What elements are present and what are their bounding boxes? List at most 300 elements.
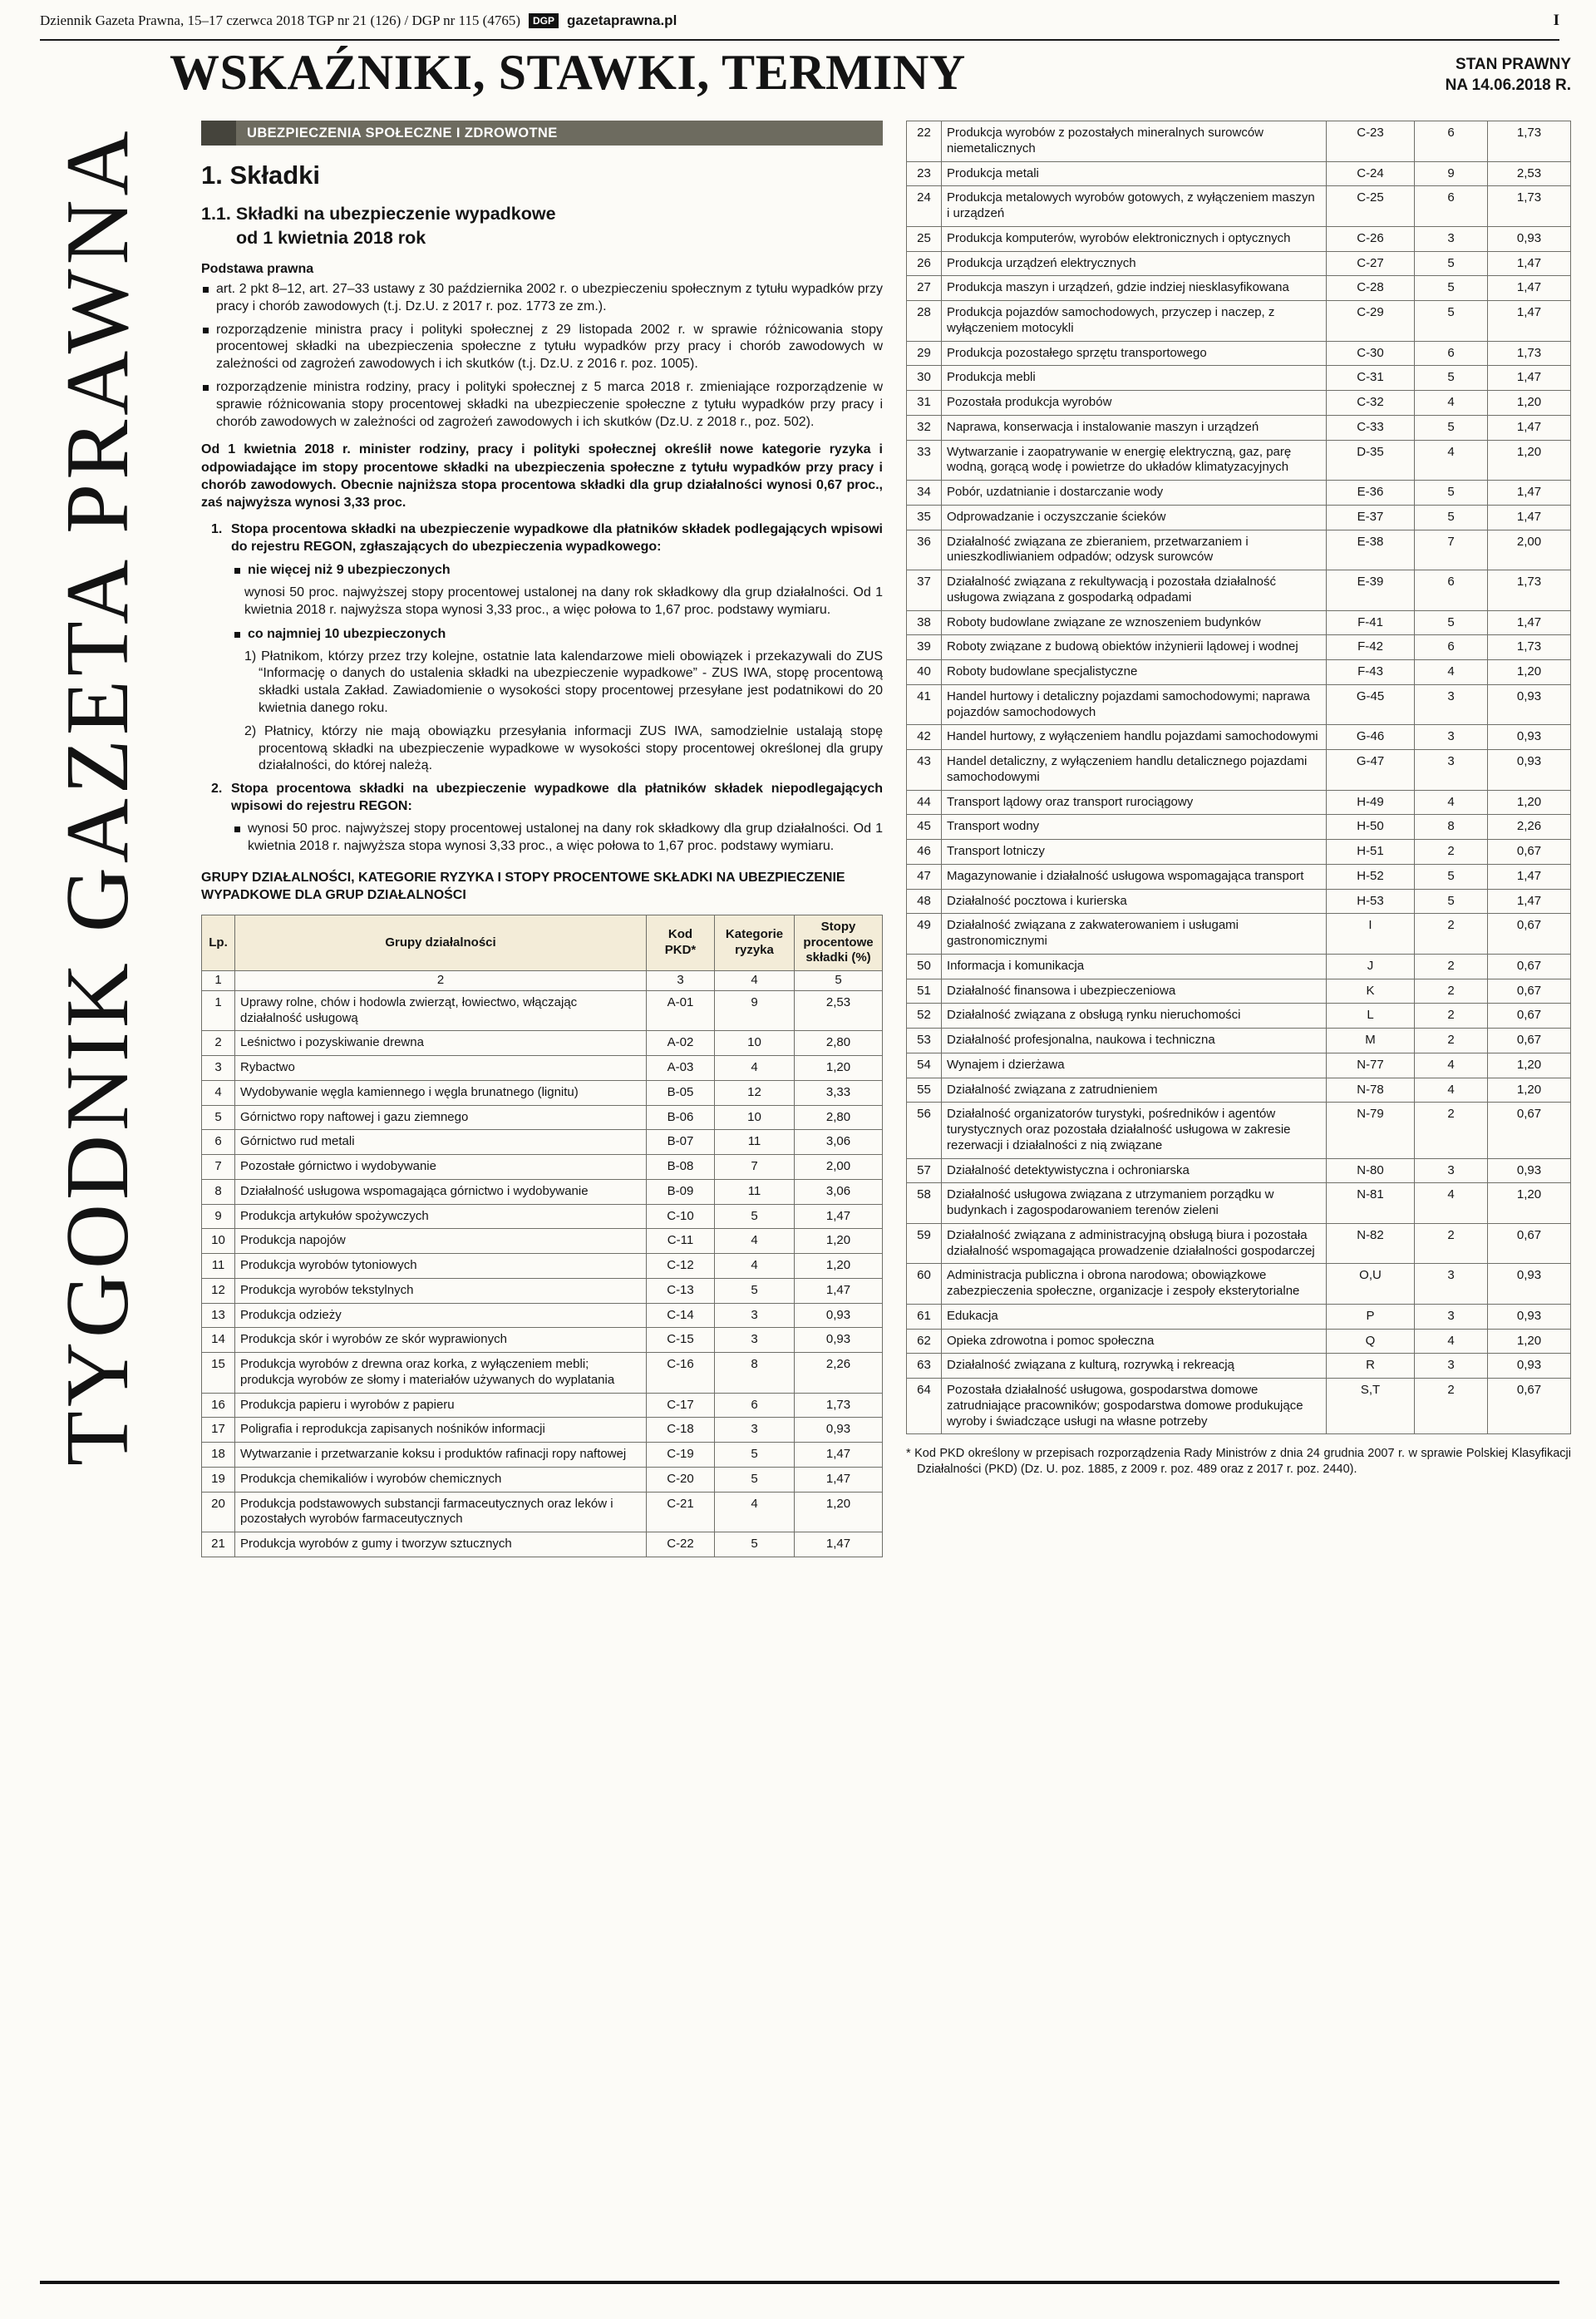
pkd-code: E-36: [1327, 481, 1415, 506]
rate-percent: 1,47: [795, 1443, 883, 1468]
rate-percent: 3,33: [795, 1080, 883, 1105]
pkd-code: R: [1327, 1354, 1415, 1379]
rate-percent: 1,47: [795, 1467, 883, 1492]
activity-group: Działalność usługowa wspomagająca górnictwo i wydobywanie: [235, 1179, 647, 1204]
pkd-code: C-21: [647, 1492, 715, 1532]
pkd-code: C-14: [647, 1303, 715, 1328]
activity-group: Handel detaliczny, z wyłączeniem handlu detalicznego pojazdami samochodowymi: [942, 750, 1327, 791]
table-row: [907, 1223, 1571, 1264]
row-number: 23: [907, 161, 942, 186]
activity-group: Rybactwo: [235, 1056, 647, 1081]
activity-group: Roboty budowlane specjalistyczne: [942, 660, 1327, 685]
risk-category: 3: [1415, 1304, 1488, 1329]
section-header-bar: [201, 121, 883, 146]
risk-category: 4: [1415, 1183, 1488, 1224]
activity-group: Produkcja urządzeń elektrycznych: [942, 251, 1327, 276]
pkd-code: C-25: [1327, 186, 1415, 227]
risk-category: 4: [1415, 1078, 1488, 1103]
risk-category: 4: [715, 1254, 795, 1279]
row-number: 47: [907, 864, 942, 889]
pkd-code: N-81: [1327, 1183, 1415, 1224]
activity-group: Produkcja mebli: [942, 366, 1327, 391]
masthead-left: [40, 12, 1554, 29]
risk-category: 5: [715, 1278, 795, 1303]
risk-category: 2: [1415, 1223, 1488, 1264]
rate-percent: 0,67: [1488, 1029, 1571, 1053]
rate-percent: 1,47: [1488, 251, 1571, 276]
pkd-code: P: [1327, 1304, 1415, 1329]
activity-group: Informacja i komunikacja: [942, 954, 1327, 979]
vertical-banner: TYGODNIK GAZETA PRAWNA: [48, 126, 147, 1466]
activity-group: Produkcja chemikaliów i wyrobów chemicznych: [235, 1467, 647, 1492]
legal-basis-text: rozporządzenie ministra rodziny, pracy i polityki społecznej z 5 marca 2018 r. zmieniające rozporządzenie w sprawie różnicowania stopy procentowej składki na ubezpieczenie społeczne z tytułu wypadków przy pracy i chorób zawodowych w zależności od zagrożeń zawodowych i ich skutków (Dz.U. z 2018 r., poz. 502).: [216, 380, 883, 429]
pkd-code: C-10: [647, 1204, 715, 1229]
rate-percent: 0,93: [1488, 1354, 1571, 1379]
col-num: 5: [795, 971, 883, 991]
activity-group: Pobór, uzdatnianie i dostarczanie wody: [942, 481, 1327, 506]
activity-group: Produkcja napojów: [235, 1229, 647, 1254]
rate-percent: 1,20: [1488, 1329, 1571, 1354]
rate-percent: 1,20: [1488, 660, 1571, 685]
pkd-code: Q: [1327, 1329, 1415, 1354]
row-number: 54: [907, 1053, 942, 1078]
activity-group: Produkcja wyrobów tekstylnych: [235, 1278, 647, 1303]
table-row: [202, 1179, 883, 1204]
pkd-code: C-29: [1327, 301, 1415, 342]
rate-percent: 0,93: [1488, 684, 1571, 725]
pkd-code: N-82: [1327, 1223, 1415, 1264]
rate-percent: 2,53: [1488, 161, 1571, 186]
rate-percent: 1,47: [1488, 415, 1571, 440]
risk-category: 8: [715, 1353, 795, 1394]
pkd-code: H-53: [1327, 889, 1415, 914]
bullet-square-icon: [234, 568, 240, 574]
activity-group: Uprawy rolne, chów i hodowla zwierząt, łowiectwo, włączając działalność usługową: [235, 990, 647, 1031]
row-number: 48: [907, 889, 942, 914]
risk-category: 4: [1415, 440, 1488, 481]
pkd-code: I: [1327, 914, 1415, 955]
bullet-square-icon: [234, 826, 240, 832]
risk-category: 6: [1415, 341, 1488, 366]
pkd-code: G-46: [1327, 725, 1415, 750]
row-number: 3: [202, 1056, 235, 1081]
table-row: [907, 1379, 1571, 1434]
heading-1-1-line1: 1.1. Składki na ubezpieczenie wypadkowe: [201, 204, 556, 224]
activity-group: Magazynowanie i działalność usługowa wspomagająca transport: [942, 864, 1327, 889]
legal-basis-text: art. 2 pkt 8–12, art. 27–33 ustawy z 30 października 2002 r. o ubezpieczeniu społecznym z tytułu wypadków przy pracy i chorób zawodowych (t.j. Dz.U. z 2017 r. poz. 1773 ze zm.).: [216, 282, 883, 313]
risk-category: 7: [715, 1155, 795, 1180]
rate-percent: 1,47: [1488, 301, 1571, 342]
table-row: [907, 1304, 1571, 1329]
activity-group: Działalność związana z obsługą rynku nieruchomości: [942, 1004, 1327, 1029]
activity-group: Handel hurtowy i detaliczny pojazdami samochodowymi; naprawa pojazdów samochodowych: [942, 684, 1327, 725]
activity-group: Produkcja pozostałego sprzętu transportowego: [942, 341, 1327, 366]
row-number: 52: [907, 1004, 942, 1029]
risk-category: 6: [1415, 570, 1488, 611]
heading-1-1: [201, 202, 883, 250]
risk-category: 4: [715, 1492, 795, 1532]
rate-percent: 0,67: [1488, 914, 1571, 955]
row-number: 63: [907, 1354, 942, 1379]
activity-group: Administracja publiczna i obrona narodowa; obowiązkowe zabezpieczenia społeczne, organizacje i zespoły eksterytorialne: [942, 1264, 1327, 1305]
risk-category: 4: [715, 1229, 795, 1254]
table-row: [202, 1467, 883, 1492]
row-number: 18: [202, 1443, 235, 1468]
masthead-issue-line: Dziennik Gazeta Prawna, 15–17 czerwca 2018 TGP nr 21 (126) / DGP nr 115 (4765): [40, 12, 521, 28]
rate-percent: 0,93: [1488, 226, 1571, 251]
rate-percent: 0,93: [1488, 1304, 1571, 1329]
risk-category: 5: [1415, 301, 1488, 342]
row-number: 61: [907, 1304, 942, 1329]
row-number: 8: [202, 1179, 235, 1204]
activity-group: Działalność finansowa i ubezpieczeniowa: [942, 979, 1327, 1004]
activity-group: Górnictwo ropy naftowej i gazu ziemnego: [235, 1105, 647, 1130]
legal-basis-title: Podstawa prawna: [201, 262, 314, 277]
pkd-code: H-49: [1327, 790, 1415, 815]
risk-category: 11: [715, 1130, 795, 1155]
pkd-code: C-23: [1327, 121, 1415, 162]
heading-1-1-line2: od 1 kwietnia 2018 rok: [236, 228, 426, 249]
row-number: 46: [907, 840, 942, 865]
risk-category: 2: [1415, 914, 1488, 955]
activity-group: Produkcja papieru i wyrobów z papieru: [235, 1393, 647, 1418]
activity-group: Produkcja wyrobów tytoniowych: [235, 1254, 647, 1279]
rate-percent: 0,93: [795, 1328, 883, 1353]
pkd-code: N-77: [1327, 1053, 1415, 1078]
table-row: [907, 251, 1571, 276]
risk-category: 6: [1415, 635, 1488, 660]
row-number: 15: [202, 1353, 235, 1394]
row-number: 16: [202, 1393, 235, 1418]
rate-percent: 2,00: [1488, 530, 1571, 570]
row-number: 25: [907, 226, 942, 251]
table-row: [202, 1303, 883, 1328]
activity-group: Naprawa, konserwacja i instalowanie maszyn i urządzeń: [942, 415, 1327, 440]
risk-category: 2: [1415, 1379, 1488, 1434]
rate-percent: 1,47: [795, 1204, 883, 1229]
table-row: [202, 1418, 883, 1443]
left-column: [201, 121, 883, 1557]
pkd-code: C-20: [647, 1467, 715, 1492]
pkd-code: C-32: [1327, 391, 1415, 416]
legal-basis-item: [201, 322, 883, 373]
pkd-code: A-02: [647, 1031, 715, 1056]
table-row: [907, 301, 1571, 342]
row-number: 34: [907, 481, 942, 506]
table-row: [907, 440, 1571, 481]
rate-percent: 1,20: [795, 1254, 883, 1279]
risk-category: 5: [1415, 505, 1488, 530]
row-number: 40: [907, 660, 942, 685]
activity-group: Działalność usługowa związana z utrzymaniem porządku w budynkach i zagospodarowaniem terenów zieleni: [942, 1183, 1327, 1224]
col-header-lp: Lp.: [202, 915, 235, 970]
legal-basis-item: [201, 379, 883, 431]
pkd-code: D-35: [1327, 440, 1415, 481]
pkd-code: J: [1327, 954, 1415, 979]
sub-bullet-max9: [233, 562, 883, 580]
risk-category: 10: [715, 1105, 795, 1130]
rate-percent: 1,47: [1488, 610, 1571, 635]
risk-category: 3: [1415, 1354, 1488, 1379]
point2-bullet: [233, 821, 883, 856]
pkd-code: E-37: [1327, 505, 1415, 530]
table-row: [202, 1254, 883, 1279]
activity-group: Pozostała działalność usługowa, gospodarstwa domowe zatrudniające pracowników; gospodarstwa domowe produkujące wyroby i świadczące usługi na własne potrzeby: [942, 1379, 1327, 1434]
pkd-code: N-80: [1327, 1158, 1415, 1183]
table-row: [907, 725, 1571, 750]
rate-percent: 1,20: [1488, 1053, 1571, 1078]
paren-item-2: 2) Płatnicy, którzy nie mają obowiązku przesyłania informacji ZUS IWA, samodzielnie ustalają stopę procentową składki na ubezpieczenie wypadkowe w wysokości stopy procentowej określonej dla grupy działalności, do której należą.: [244, 723, 883, 773]
risk-category: 3: [715, 1328, 795, 1353]
table-row: [202, 1532, 883, 1557]
rate-percent: 1,47: [1488, 366, 1571, 391]
rate-percent: 0,67: [1488, 840, 1571, 865]
rate-percent: 2,80: [795, 1105, 883, 1130]
page-number: I: [1553, 12, 1559, 29]
rate-percent: 1,20: [795, 1229, 883, 1254]
risk-category: 3: [715, 1303, 795, 1328]
main-content: [166, 47, 1571, 1557]
activity-group: Produkcja artykułów spożywczych: [235, 1204, 647, 1229]
row-number: 22: [907, 121, 942, 162]
col-num: 3: [647, 971, 715, 991]
rate-percent: 2,26: [795, 1353, 883, 1394]
activity-group: Opieka zdrowotna i pomoc społeczna: [942, 1329, 1327, 1354]
rate-percent: 1,73: [1488, 341, 1571, 366]
heading-skladki: 1. Składki: [201, 160, 321, 190]
row-number: 35: [907, 505, 942, 530]
numbered-point-1: [211, 521, 883, 556]
table-row: [202, 1393, 883, 1418]
table-row: [907, 1158, 1571, 1183]
pkd-code: M: [1327, 1029, 1415, 1053]
pkd-code: C-11: [647, 1229, 715, 1254]
activity-group: Handel hurtowy, z wyłączeniem handlu pojazdami samochodowymi: [942, 725, 1327, 750]
right-column: [906, 121, 1571, 1557]
activity-group: Działalność profesjonalna, naukowa i techniczna: [942, 1029, 1327, 1053]
dgp-logo: DGP: [529, 13, 559, 28]
paren-item-1: 1) Płatnikom, którzy przez trzy kolejne, ostatnie lata kalendarzowe mieli obowiązek i przekazywali do ZUS “Informację o danych do ustalenia składki na ubezpieczenie wypadkowe” - ZUS IWA, stopę procentową składki ustala Zakład. Zawiadomienie o wysokości stopy procentowej przesyłane jest podatnikowi do 20 kwietnia danego roku.: [244, 649, 883, 716]
risk-category: 5: [1415, 481, 1488, 506]
table-row: [202, 1492, 883, 1532]
table-row: [907, 979, 1571, 1004]
table-row: [907, 750, 1571, 791]
col-num: 4: [715, 971, 795, 991]
rate-percent: 2,00: [795, 1155, 883, 1180]
rate-percent: 0,93: [795, 1303, 883, 1328]
risk-category: 3: [1415, 725, 1488, 750]
point-number: 1.: [211, 521, 223, 536]
col-num: 1: [202, 971, 235, 991]
table-row: [202, 990, 883, 1031]
legal-basis-text: rozporządzenie ministra pracy i polityki społecznej z 29 listopada 2002 r. w sprawie różnicowania stopy procentowej składki na ubezpieczenia społeczne z tytułu wypadków przy pracy i chorób zawodowych w zależności od zagrożeń zawodowych i ich skutków (t.j. Dz.U. z 2016 r. poz. 1005).: [216, 322, 883, 372]
risk-category: 6: [1415, 186, 1488, 227]
row-number: 53: [907, 1029, 942, 1053]
risk-category: 4: [715, 1056, 795, 1081]
risk-category: 3: [1415, 684, 1488, 725]
risk-category: 9: [715, 990, 795, 1031]
pkd-code: C-15: [647, 1328, 715, 1353]
pkd-code: A-03: [647, 1056, 715, 1081]
row-number: 14: [202, 1328, 235, 1353]
table-row: [907, 121, 1571, 162]
activity-group: Działalność związana z rekultywacją i pozostała działalność usługowa związana z gospodarką odpadami: [942, 570, 1327, 611]
pkd-footnote: * Kod PKD określony w przepisach rozporządzenia Rady Ministrów z dnia 24 grudnia 2007 r. w sprawie Polskiej Klasyfikacji Działalności (PKD) (Dz. U. poz. 1885, z 2009 r. poz. 489 oraz z 2017 r. poz. 2440).: [906, 1447, 1571, 1477]
table-row: [907, 1354, 1571, 1379]
table-row: [907, 1004, 1571, 1029]
risk-category: 8: [1415, 815, 1488, 840]
risk-category: 2: [1415, 1103, 1488, 1158]
table-row: [907, 1183, 1571, 1224]
risk-category: 2: [1415, 1004, 1488, 1029]
table-row: [202, 1130, 883, 1155]
column-number-row: [202, 971, 883, 991]
risk-category: 5: [1415, 251, 1488, 276]
risk-category: 2: [1415, 840, 1488, 865]
table-row: [907, 226, 1571, 251]
pkd-code: C-22: [647, 1532, 715, 1557]
table-row: [907, 1029, 1571, 1053]
row-number: 26: [907, 251, 942, 276]
rate-percent: 0,67: [1488, 954, 1571, 979]
row-number: 27: [907, 276, 942, 301]
pkd-code: E-39: [1327, 570, 1415, 611]
masthead: [40, 12, 1559, 30]
point-title: Stopa procentowa składki na ubezpieczenie wypadkowe dla płatników składek podlegających wpisowi do rejestru REGON, zgłaszających do ubezpieczenia wypadkowego:: [231, 521, 883, 554]
row-number: 4: [202, 1080, 235, 1105]
table-row: [907, 1264, 1571, 1305]
pkd-code: G-45: [1327, 684, 1415, 725]
rate-percent: 0,93: [1488, 725, 1571, 750]
rate-percent: 1,20: [1488, 790, 1571, 815]
point2-bullet-text: wynosi 50 proc. najwyższej stopy procentowej ustalonej na dany rok składkowy dla grup działalności. Od 1 kwietnia 2018 r. najwyższa stopa wynosi 3,33 proc., a więc połowa to 1,67 proc. podstawy wymiaru.: [248, 821, 883, 853]
row-number: 51: [907, 979, 942, 1004]
top-rule: [40, 39, 1559, 41]
activity-group: Roboty budowlane związane ze wznoszeniem budynków: [942, 610, 1327, 635]
row-number: 2: [202, 1031, 235, 1056]
risk-category: 5: [1415, 610, 1488, 635]
rate-percent: 0,93: [795, 1418, 883, 1443]
pkd-code: C-16: [647, 1353, 715, 1394]
rate-percent: 2,53: [795, 990, 883, 1031]
table-row: [202, 1204, 883, 1229]
activity-group: Działalność związana z kulturą, rozrywką i rekreacją: [942, 1354, 1327, 1379]
activity-group: Edukacja: [942, 1304, 1327, 1329]
activity-group: Produkcja skór i wyrobów ze skór wyprawionych: [235, 1328, 647, 1353]
row-number: 62: [907, 1329, 942, 1354]
rate-percent: 1,20: [1488, 391, 1571, 416]
pkd-code: G-47: [1327, 750, 1415, 791]
pkd-code: C-19: [647, 1443, 715, 1468]
risk-category: 3: [1415, 1158, 1488, 1183]
table-row: [202, 1443, 883, 1468]
activity-group: Produkcja maszyn i urządzeń, gdzie indziej niesklasyfikowana: [942, 276, 1327, 301]
point-title: Stopa procentowa składki na ubezpieczenie wypadkowe dla płatników składek niepodlegających wpisowi do rejestru REGON:: [231, 782, 883, 813]
row-number: 56: [907, 1103, 942, 1158]
activity-group: Działalność związana ze zbieraniem, przetwarzaniem i unieszkodliwianiem odpadów; odzysk surowców: [942, 530, 1327, 570]
activity-group: Produkcja wyrobów z drewna oraz korka, z wyłączeniem mebli; produkcja wyrobów ze słomy i materiałów używanych do wyplatania: [235, 1353, 647, 1394]
table-row: [907, 530, 1571, 570]
risk-category: 11: [715, 1179, 795, 1204]
risk-category: 5: [715, 1532, 795, 1557]
row-number: 12: [202, 1278, 235, 1303]
rate-percent: 0,67: [1488, 979, 1571, 1004]
table-row: [907, 1103, 1571, 1158]
activity-group: Odprowadzanie i oczyszczanie ścieków: [942, 505, 1327, 530]
sub-bullet-label: co najmniej 10 ubezpieczonych: [248, 626, 446, 641]
pkd-code: L: [1327, 1004, 1415, 1029]
risk-category: 4: [1415, 391, 1488, 416]
pkd-code: H-52: [1327, 864, 1415, 889]
risk-category: 2: [1415, 979, 1488, 1004]
table-row: [907, 1329, 1571, 1354]
row-number: 21: [202, 1532, 235, 1557]
rate-percent: 1,20: [1488, 1078, 1571, 1103]
site-name: gazetaprawna.pl: [567, 12, 677, 28]
pkd-code: C-26: [1327, 226, 1415, 251]
rate-percent: 0,93: [1488, 1158, 1571, 1183]
table-row: [907, 366, 1571, 391]
pkd-code: C-30: [1327, 341, 1415, 366]
table-row: [907, 660, 1571, 685]
table-row: [907, 341, 1571, 366]
row-number: 20: [202, 1492, 235, 1532]
risk-category: 3: [1415, 226, 1488, 251]
risk-category: 3: [1415, 1264, 1488, 1305]
risk-category: 5: [1415, 889, 1488, 914]
row-number: 55: [907, 1078, 942, 1103]
table-row: [907, 481, 1571, 506]
row-number: 44: [907, 790, 942, 815]
table-row: [202, 1155, 883, 1180]
table-row: [202, 1328, 883, 1353]
row-number: 32: [907, 415, 942, 440]
pkd-code: A-01: [647, 990, 715, 1031]
col-header-group: Grupy działalności: [235, 915, 647, 970]
risk-category: 5: [715, 1443, 795, 1468]
rate-percent: 1,20: [795, 1056, 883, 1081]
section-header-label: UBEZPIECZENIA SPOŁECZNE I ZDROWOTNE: [236, 121, 883, 146]
legal-status-line2: NA 14.06.2018 R.: [1445, 76, 1571, 94]
rate-percent: 0,67: [1488, 1103, 1571, 1158]
risk-category: 3: [1415, 750, 1488, 791]
bullet-square-icon: [203, 385, 209, 391]
rate-percent: 1,47: [795, 1278, 883, 1303]
bottom-rule: [40, 2281, 1559, 2284]
table-row: [907, 1053, 1571, 1078]
activity-group: Produkcja podstawowych substancji farmaceutycznych oraz leków i pozostałych wyrobów farmaceutycznych: [235, 1492, 647, 1532]
sub-bullet-max9-text: wynosi 50 proc. najwyższej stopy procentowej ustalonej na dany rok składkowy dla grup działalności. Od 1 kwietnia 2018 r. najwyższa stopa wynosi 3,33 proc., a więc połowa to 1,67 proc. podstawy wymiaru.: [244, 585, 883, 618]
table-row: [202, 1278, 883, 1303]
row-number: 60: [907, 1264, 942, 1305]
rate-percent: 0,93: [1488, 750, 1571, 791]
rate-percent: 1,20: [795, 1492, 883, 1532]
activity-group: Produkcja pojazdów samochodowych, przyczep i naczep, z wyłączeniem motocykli: [942, 301, 1327, 342]
activity-group: Produkcja metali: [942, 161, 1327, 186]
col-num: 2: [235, 971, 647, 991]
table-row: [907, 186, 1571, 227]
rate-percent: 1,20: [1488, 1183, 1571, 1224]
bullet-square-icon: [203, 328, 209, 333]
row-number: 13: [202, 1303, 235, 1328]
table-row: [907, 840, 1571, 865]
activity-group: Poligrafia i reprodukcja zapisanych nośników informacji: [235, 1418, 647, 1443]
pkd-code: B-09: [647, 1179, 715, 1204]
risk-category: 4: [1415, 660, 1488, 685]
row-number: 9: [202, 1204, 235, 1229]
row-number: 57: [907, 1158, 942, 1183]
table-row: [907, 815, 1571, 840]
